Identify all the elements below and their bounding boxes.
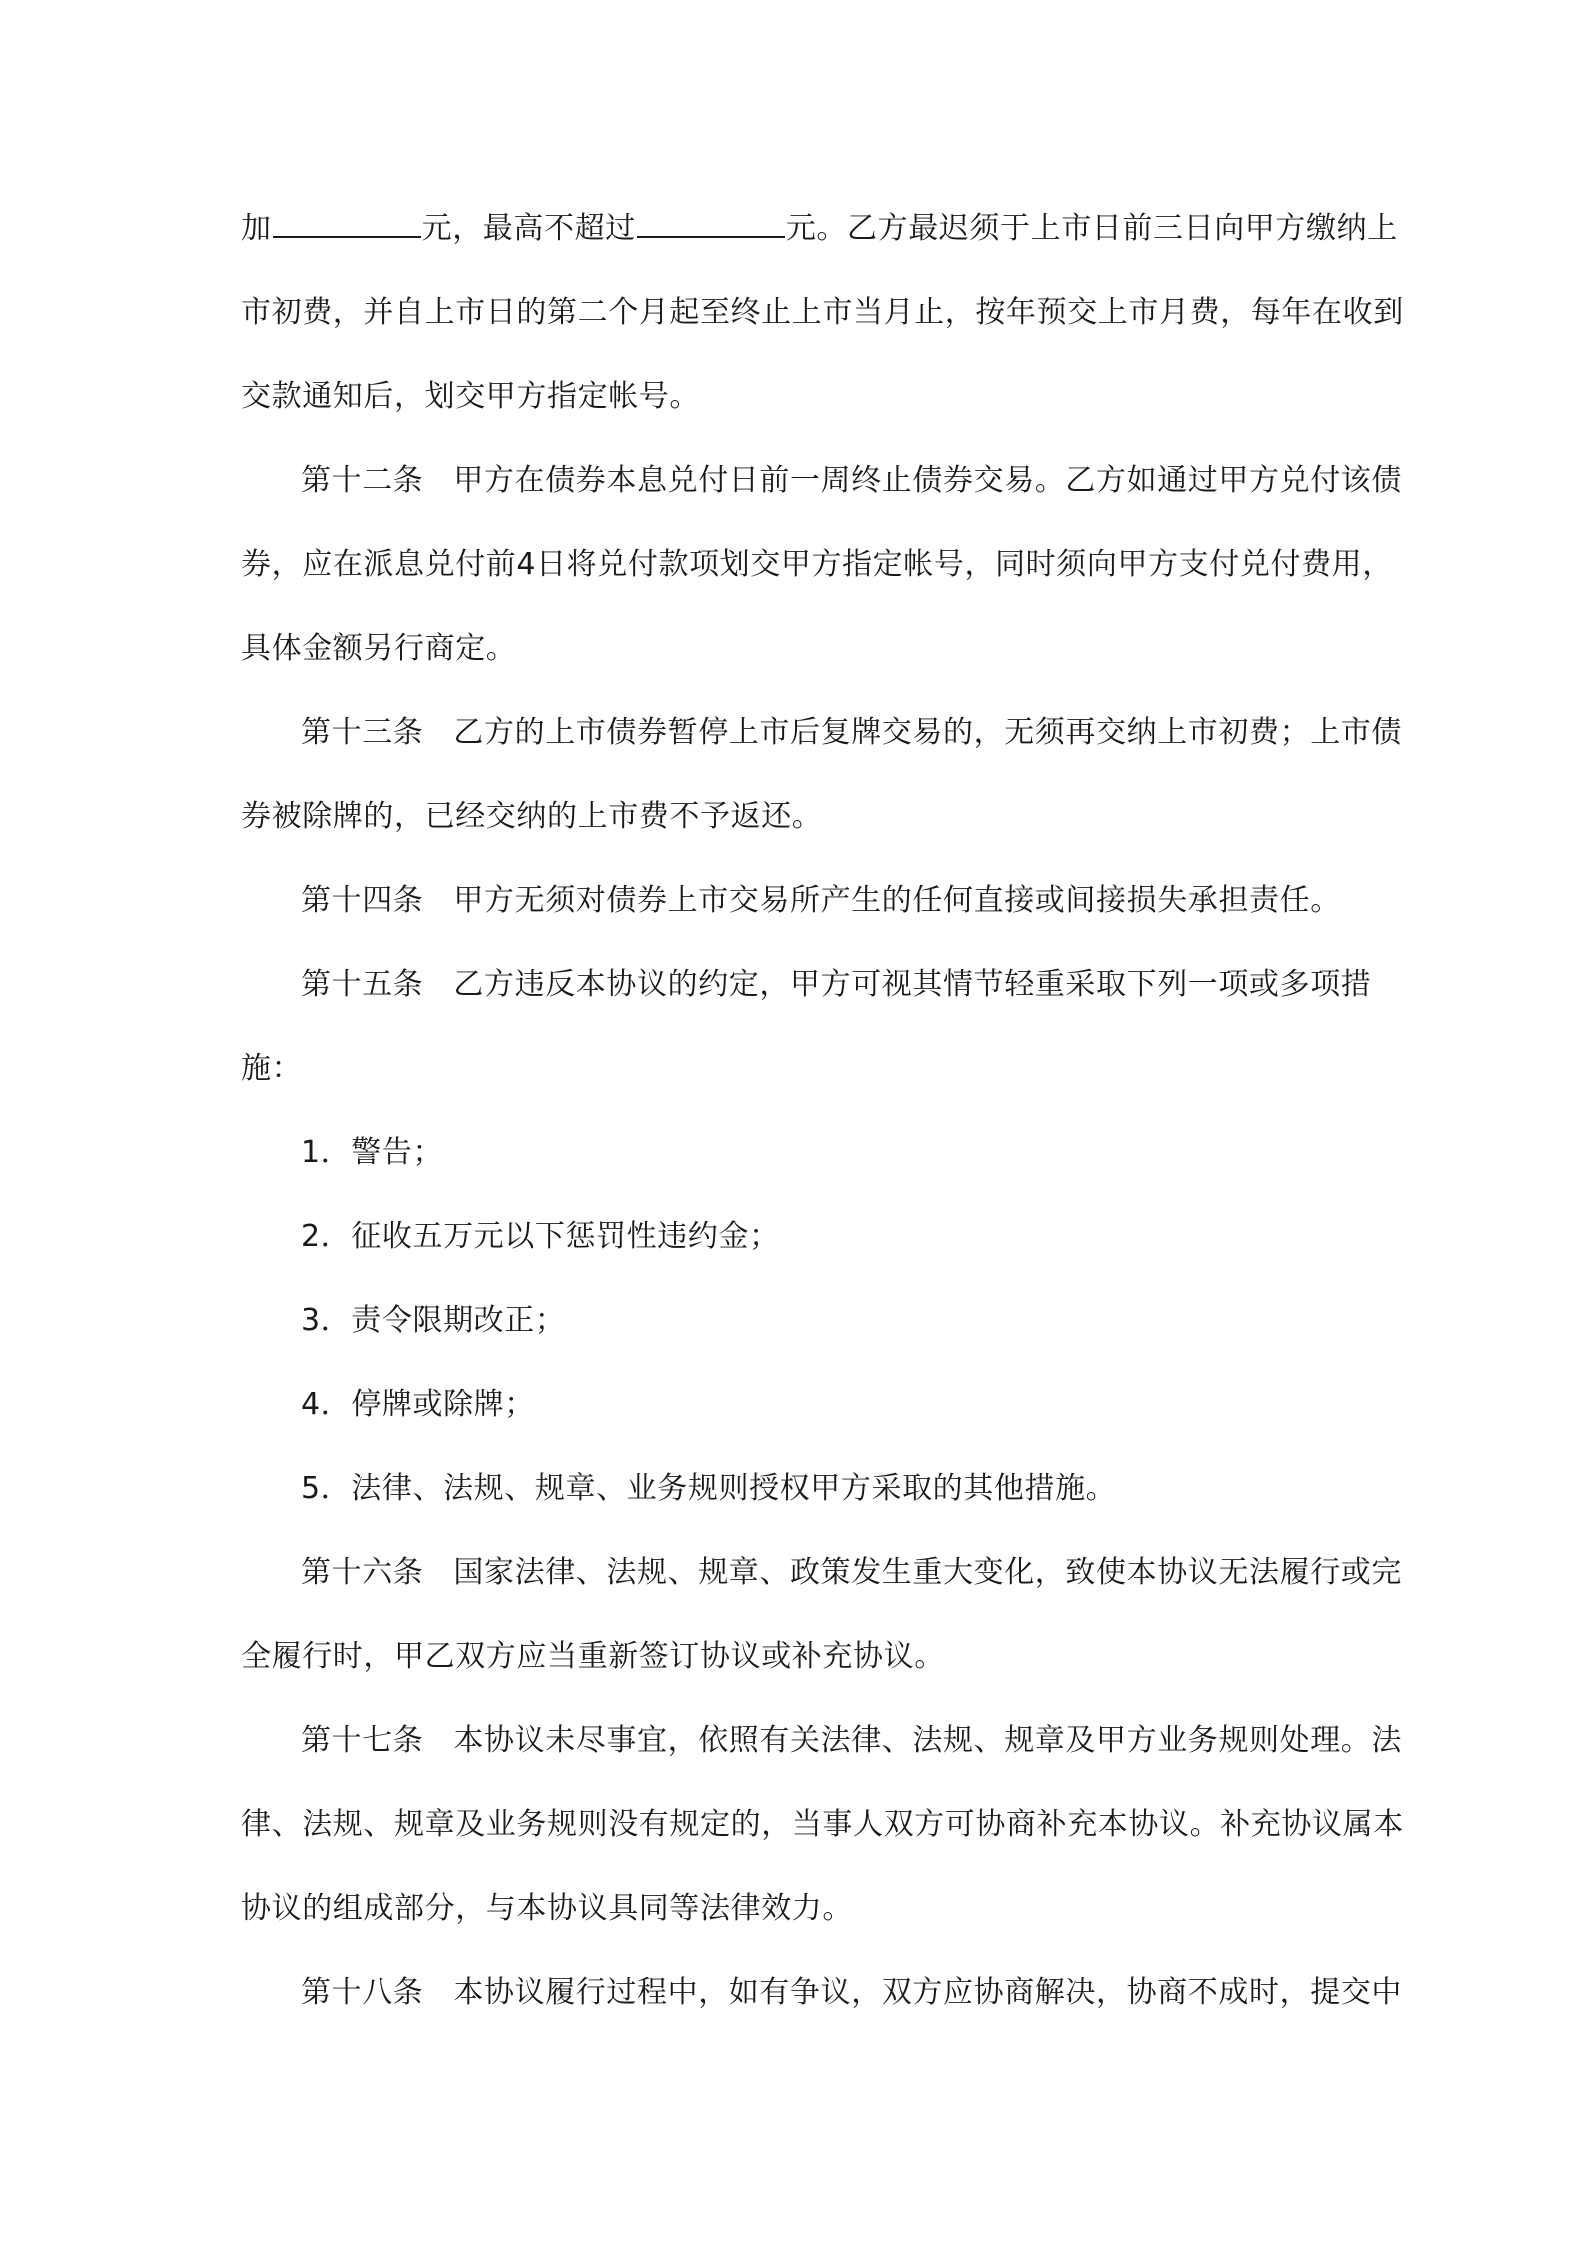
article-15-line-1	[301, 965, 1371, 1005]
article-16-title: 第十六条	[301, 1555, 424, 1590]
text-segment: 元。乙方最迟须于上市日前三日向甲方缴纳上	[785, 211, 1398, 246]
article-16-line-1	[301, 1553, 1402, 1593]
article-12-text: 甲方在债券本息兑付日前一周终止债券交易。乙方如通过甲方兑付该债	[453, 463, 1403, 498]
article-15-line-2: 施：	[241, 1051, 303, 1086]
article-13-text: 乙方的上市债券暂停上市后复牌交易的，无须再交纳上市初费；上市债	[453, 715, 1403, 750]
article-15-title: 第十五条	[301, 967, 424, 1002]
article-18-text: 本协议履行过程中，如有争议，双方应协商解决，协商不成时，提交中	[453, 1975, 1403, 2010]
text-segment: 加	[241, 211, 272, 246]
list-item-3: 3．责令限期改正；	[301, 1303, 566, 1338]
blank-fill-line	[637, 210, 785, 238]
text-segment: 元，最高不超过	[421, 211, 636, 246]
article-12-line-2: 券，应在派息兑付前4日将兑付款项划交甲方指定帐号，同时须向甲方支付兑付费用，	[241, 547, 1393, 582]
article-12-line-3: 具体金额另行商定。	[241, 631, 517, 666]
list-item-1: 1．警告；	[301, 1135, 444, 1170]
article-13-title: 第十三条	[301, 715, 424, 750]
blank-fill-line	[273, 210, 421, 238]
article-16-text: 国家法律、法规、规章、政策发生重大变化，致使本协议无法履行或完	[453, 1555, 1403, 1590]
article-15-text: 乙方违反本协议的约定，甲方可视其情节轻重采取下列一项或多项措	[453, 967, 1372, 1002]
fee-paragraph-line-3: 交款通知后，划交甲方指定帐号。	[241, 379, 700, 414]
fee-paragraph-line-2: 市初费，并自上市日的第二个月起至终止上市当月止，按年预交上市月费，每年在收到	[241, 295, 1404, 330]
list-item-4: 4．停牌或除牌；	[301, 1387, 535, 1422]
list-item-5: 5．法律、法规、规章、业务规则授权甲方采取的其他措施。	[301, 1471, 1117, 1506]
article-17-line-2: 律、法规、规章及业务规则没有规定的，当事人双方可协商补充本协议。补充协议属本	[241, 1807, 1404, 1842]
article-17-text: 本协议未尽事宜，依照有关法律、法规、规章及甲方业务规则处理。法	[453, 1723, 1403, 1758]
article-16-line-2: 全履行时，甲乙双方应当重新签订协议或补充协议。	[241, 1639, 945, 1674]
article-14-text: 甲方无须对债券上市交易所产生的任何直接或间接损失承担责任。	[453, 883, 1341, 918]
article-14-title: 第十四条	[301, 883, 424, 918]
article-12-line-1	[301, 461, 1402, 501]
article-18-line-1	[301, 1973, 1402, 2013]
article-17-title: 第十七条	[301, 1723, 424, 1758]
article-13-line-2: 券被除牌的，已经交纳的上市费不予返还。	[241, 799, 823, 834]
article-17-line-3: 协议的组成部分，与本协议具同等法律效力。	[241, 1891, 853, 1926]
article-14-line-1	[301, 881, 1341, 921]
fee-paragraph-line-1	[241, 209, 1398, 249]
article-13-line-1	[301, 713, 1402, 753]
article-12-title: 第十二条	[301, 463, 424, 498]
article-18-title: 第十八条	[301, 1975, 424, 2010]
article-17-line-1	[301, 1721, 1402, 1761]
list-item-2: 2．征收五万元以下惩罚性违约金；	[301, 1219, 780, 1254]
